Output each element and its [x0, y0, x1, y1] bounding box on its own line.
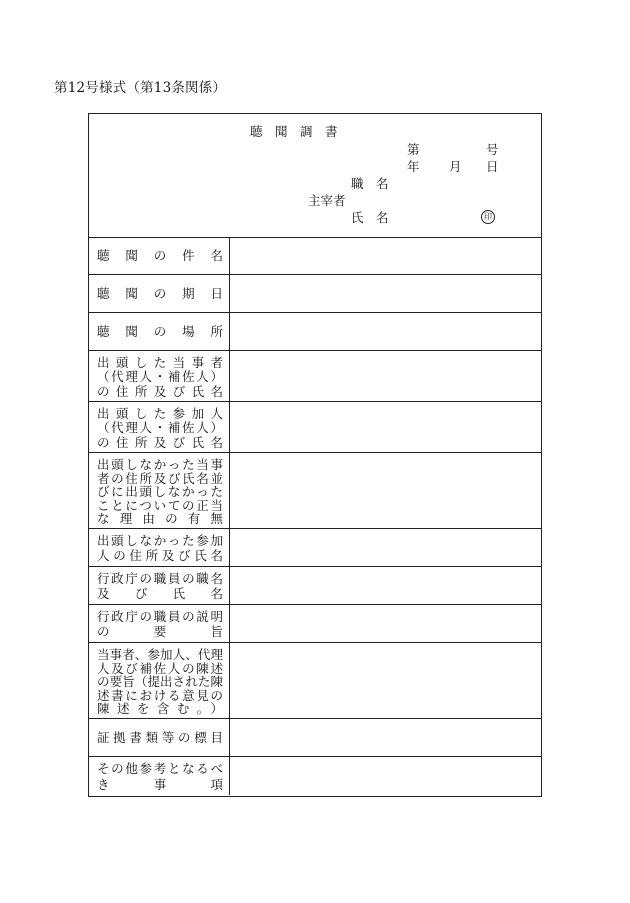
- row-label-line: 証拠書類等の標目: [97, 730, 223, 745]
- row-value-field[interactable]: [230, 313, 541, 350]
- row-label-line: な理由の有無: [97, 511, 223, 525]
- row-label-line: 聴 聞 の 期 日: [97, 286, 223, 301]
- row-value-field[interactable]: [230, 529, 541, 566]
- row-value-field[interactable]: [230, 719, 541, 756]
- row-label-line: 出頭しなかった参加: [97, 533, 223, 548]
- table-row: [89, 402, 541, 453]
- row-label-line: 人の住所及び氏名: [97, 548, 223, 563]
- row-label: [89, 529, 230, 566]
- row-label: [89, 402, 230, 452]
- table-row: [89, 719, 541, 757]
- row-value-field[interactable]: [230, 402, 541, 452]
- table-row: [89, 313, 541, 351]
- row-label-line: 及 び 氏 名: [97, 586, 223, 601]
- row-value-field[interactable]: [230, 453, 541, 528]
- table-row: [89, 605, 541, 643]
- row-label-line: （代理人・補佐人）: [97, 420, 223, 435]
- table-row: [89, 643, 541, 719]
- form-number-label: 第12号様式（第13条関係）: [54, 80, 227, 96]
- row-label-line: 行政庁の職員の職名: [97, 571, 223, 586]
- row-label-line: その他参考となるべ: [97, 761, 223, 776]
- table-row: [89, 351, 541, 402]
- form-header: [89, 114, 541, 238]
- seal-mark: 印: [481, 210, 495, 224]
- row-label-line: 述書における意見の: [97, 687, 223, 702]
- row-label-line: ことについての正当: [97, 497, 223, 512]
- row-label-line: （代理人・補佐人）: [97, 369, 223, 384]
- table-row: [89, 757, 541, 795]
- row-label-line: 陳述を含む。）: [97, 701, 223, 715]
- row-label-line: の要旨（提出された陳: [97, 674, 223, 688]
- row-label: [89, 605, 230, 642]
- row-label-line: 人及び補佐人の陳述: [97, 660, 223, 675]
- year-label: 年: [407, 159, 420, 174]
- row-value-field[interactable]: [230, 237, 541, 274]
- row-label-line: 聴 聞 の 場 所: [97, 324, 223, 339]
- form-title: 聴 聞 調 書: [250, 124, 338, 139]
- row-label-line: 出頭しなかった当事: [97, 457, 223, 471]
- row-label-line: き 事 項: [97, 776, 223, 792]
- row-label: [89, 453, 230, 528]
- row-label: [89, 643, 230, 718]
- row-value-field[interactable]: [230, 643, 541, 718]
- presider-label: 主宰者: [308, 193, 346, 208]
- row-label-line: 出頭した参加人: [97, 406, 223, 421]
- number-prefix: 第: [407, 142, 420, 157]
- table-row: [89, 529, 541, 567]
- table-row: [89, 275, 541, 313]
- table-row: [89, 237, 541, 275]
- row-label: [89, 567, 230, 604]
- row-label: [89, 275, 230, 312]
- row-label-line: 出頭した当事者: [97, 355, 223, 370]
- row-value-field[interactable]: [230, 351, 541, 401]
- row-label-line: 当事者、参加人、代理: [97, 647, 223, 661]
- row-value-field[interactable]: [230, 757, 541, 795]
- row-label-line: の住所及び氏名: [97, 383, 223, 398]
- row-label: [89, 351, 230, 401]
- row-label-line: 者の住所及び氏名並: [97, 470, 223, 485]
- table-row: [89, 567, 541, 605]
- month-label: 月: [449, 159, 462, 174]
- row-label: [89, 237, 230, 274]
- row-label: [89, 757, 230, 795]
- row-label: [89, 719, 230, 756]
- number-suffix: 号: [486, 142, 499, 157]
- name-label: 氏 名: [351, 210, 389, 225]
- row-value-field[interactable]: [230, 275, 541, 312]
- row-label: [89, 313, 230, 350]
- row-label-line: の住所及び氏名: [97, 434, 223, 449]
- row-value-field[interactable]: [230, 605, 541, 642]
- day-label: 日: [486, 159, 499, 174]
- row-label-line: の 要 旨: [97, 624, 223, 639]
- row-label-line: 聴 聞 の 件 名: [97, 248, 223, 263]
- hearing-record-form: [88, 113, 542, 797]
- post-label: 職 名: [351, 176, 389, 191]
- row-value-field[interactable]: [230, 567, 541, 604]
- table-row: [89, 453, 541, 529]
- row-label-line: びに出頭しなかった: [97, 484, 223, 498]
- row-label-line: 行政庁の職員の説明: [97, 609, 223, 624]
- record-rows: [89, 237, 541, 795]
